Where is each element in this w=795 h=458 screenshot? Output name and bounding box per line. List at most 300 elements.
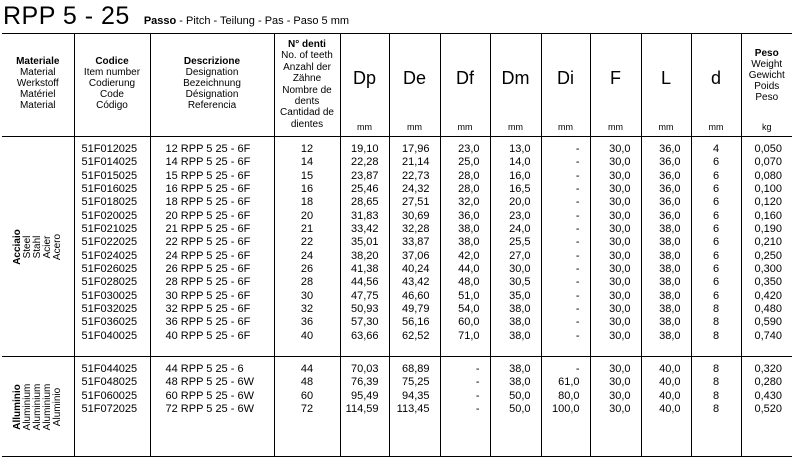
material-name: Acciaio [11, 228, 23, 265]
cell-di: - [575, 223, 580, 236]
cell-f: 30,0 [609, 403, 631, 416]
header-unit: mm [608, 122, 623, 132]
cell-di: 80,0 [558, 389, 580, 402]
cell-f: 30,0 [609, 376, 631, 389]
cell-peso: 0,250 [754, 249, 782, 262]
cell-di: - [575, 196, 580, 209]
cell-df: 71,0 [458, 329, 480, 342]
cell-dm: 50,0 [509, 403, 531, 416]
cell-descrizione: 44 RPP 5 25 - 6 [165, 363, 244, 375]
cell-denti: 60 [300, 389, 314, 402]
cell-l: 40,0 [659, 403, 681, 416]
cell-dp: 47,75 [350, 289, 379, 302]
cell-di: - [575, 363, 580, 375]
material-name: Aluminium [41, 383, 53, 430]
column-d [691, 357, 741, 457]
cell-d: 6 [712, 249, 720, 262]
cell-descrizione: 26 RPP 5 25 - 6F [165, 263, 251, 276]
cell-df: 42,0 [458, 249, 480, 262]
material-label [13, 383, 63, 430]
cell-di: - [575, 236, 580, 249]
cell-denti: 40 [300, 329, 314, 342]
header-unit: kg [761, 122, 772, 132]
column-dp [340, 357, 389, 457]
cell-f: 30,0 [609, 363, 631, 375]
header-text: Peso [754, 48, 779, 59]
cell-f: 30,0 [609, 196, 631, 209]
cell-dp: 38,20 [350, 249, 379, 262]
cell-l: 38,0 [659, 276, 681, 289]
cell-di: - [575, 143, 580, 155]
header-text: Désignation [185, 89, 239, 100]
header-text: Zähne [292, 73, 322, 85]
cell-d: 8 [712, 363, 720, 375]
cell-peso: 0,350 [754, 276, 782, 289]
cell-d: 8 [712, 316, 720, 329]
cell-peso: 0,300 [754, 263, 782, 276]
column-f [590, 137, 641, 357]
cell-d: 6 [712, 169, 720, 182]
cell-dm: 38,0 [509, 316, 531, 329]
cell-df: 28,0 [458, 169, 480, 182]
cell-dp: 23,87 [350, 169, 379, 182]
cell-d: 6 [712, 183, 720, 196]
header-text: Weight [751, 59, 783, 70]
header-text: Peso [755, 92, 779, 103]
header-unit: mm [708, 122, 724, 132]
cell-descrizione: 36 RPP 5 25 - 6F [165, 316, 251, 329]
cell-codice: 51F016025 [81, 183, 138, 196]
cell-dp: 95,49 [350, 389, 379, 402]
column-d [691, 137, 741, 357]
header-dp [340, 34, 389, 137]
cell-df: 51,0 [458, 289, 480, 302]
header-text: Gewicht [748, 70, 785, 81]
cell-f: 30,0 [609, 236, 631, 249]
cell-de: 40,24 [401, 263, 430, 276]
column-df [440, 357, 490, 457]
cell-descrizione: 22 RPP 5 25 - 6F [165, 236, 251, 249]
cell-di: - [575, 209, 580, 222]
cell-d: 6 [712, 209, 720, 222]
cell-codice: 51F012025 [81, 143, 138, 155]
cell-dp: 70,03 [350, 363, 379, 375]
cell-denti: 36 [300, 316, 314, 329]
header-denti [274, 34, 340, 137]
cell-d: 6 [712, 263, 720, 276]
cell-de: 94,35 [401, 389, 430, 402]
cell-descrizione: 15 RPP 5 25 - 6F [165, 169, 251, 182]
header-unit: mm [407, 122, 422, 132]
column-descrizione [150, 357, 274, 457]
cell-di: - [575, 303, 580, 316]
cell-f: 30,0 [609, 223, 631, 236]
header-text: Descrizione [183, 56, 241, 67]
cell-codice: 51F015025 [81, 169, 138, 182]
cell-d: 8 [712, 389, 720, 402]
column-dp [340, 137, 389, 357]
cell-dp: 19,10 [350, 143, 379, 155]
title-main: RPP 5 - 25 [3, 2, 130, 30]
column-descrizione [150, 137, 274, 357]
header-text: Designation [185, 67, 239, 78]
cell-dm: 35,0 [509, 289, 531, 302]
header-text: Material [19, 100, 56, 111]
cell-l: 38,0 [659, 316, 681, 329]
group-steel [2, 137, 792, 357]
cell-df: - [475, 363, 480, 375]
cell-l: 36,0 [659, 209, 681, 222]
cell-codice: 51F028025 [81, 276, 138, 289]
cell-df: - [475, 376, 480, 389]
material-name: Aluminio [51, 387, 63, 426]
cell-denti: 15 [300, 169, 314, 182]
cell-descrizione: 18 RPP 5 25 - 6F [165, 196, 251, 209]
cell-peso: 0,480 [754, 303, 782, 316]
cell-denti: 28 [300, 276, 314, 289]
material-name: Aluminium [31, 383, 43, 430]
cell-codice: 51F040025 [81, 329, 138, 342]
header-text: Code [100, 89, 124, 100]
cell-dm: 27,0 [509, 249, 531, 262]
header-text: Material [19, 67, 56, 78]
column-codice [74, 137, 150, 357]
cell-dp: 50,93 [350, 303, 379, 316]
cell-l: 38,0 [659, 289, 681, 302]
material-name: Aluminium [21, 383, 33, 430]
material-name: Acier [41, 235, 53, 258]
header-symbol: L [660, 68, 671, 88]
cell-de: 30,69 [401, 209, 430, 222]
header-descrizione [150, 34, 274, 137]
cell-f: 30,0 [609, 249, 631, 262]
column-denti [274, 137, 340, 357]
header-df [440, 34, 490, 137]
cell-descrizione: 28 RPP 5 25 - 6F [165, 276, 251, 289]
cell-f: 30,0 [609, 156, 631, 169]
cell-descrizione: 40 RPP 5 25 - 6F [165, 329, 251, 342]
cell-denti: 30 [300, 289, 314, 302]
header-text: Referencia [187, 100, 237, 111]
cell-d: 6 [712, 196, 720, 209]
header-unit: mm [658, 122, 674, 132]
cell-dm: 20,0 [509, 196, 531, 209]
cell-denti: 72 [300, 403, 314, 416]
cell-codice: 51F014025 [81, 156, 138, 169]
cell-l: 36,0 [659, 183, 681, 196]
cell-l: 40,0 [659, 363, 681, 375]
cell-descrizione: 16 RPP 5 25 - 6F [165, 183, 251, 196]
cell-dm: 30,5 [509, 276, 531, 289]
cell-df: 38,0 [458, 236, 480, 249]
cell-di: - [575, 169, 580, 182]
cell-codice: 51F022025 [81, 236, 138, 249]
header-text: Poids [754, 81, 780, 92]
cell-l: 38,0 [659, 329, 681, 342]
cell-de: 56,16 [401, 316, 430, 329]
header-materiale [2, 34, 74, 137]
cell-dm: 38,0 [509, 376, 531, 389]
cell-de: 49,79 [401, 303, 430, 316]
cell-l: 40,0 [659, 389, 681, 402]
cell-f: 30,0 [609, 209, 631, 222]
cell-codice: 51F044025 [81, 363, 138, 375]
header-text: Bezeichnung [183, 78, 241, 89]
cell-denti: 44 [300, 363, 314, 375]
cell-codice: 51F021025 [81, 223, 138, 236]
material-name: Alluminio [11, 383, 23, 430]
cell-peso: 0,120 [754, 196, 782, 209]
cell-descrizione: 14 RPP 5 25 - 6F [165, 156, 251, 169]
header-text: Matériel [19, 89, 56, 100]
cell-f: 30,0 [609, 316, 631, 329]
header-symbol: Dp [352, 68, 376, 88]
cell-descrizione: 72 RPP 5 25 - 6W [165, 403, 254, 416]
cell-de: 27,51 [401, 196, 430, 209]
cell-codice: 51F060025 [81, 389, 138, 402]
cell-codice: 51F024025 [81, 249, 138, 262]
cell-denti: 26 [300, 263, 314, 276]
cell-dm: 38,0 [509, 363, 531, 375]
cell-d: 8 [712, 403, 720, 416]
cell-peso: 0,520 [754, 403, 782, 416]
cell-descrizione: 48 RPP 5 25 - 6W [165, 376, 254, 389]
cell-di: - [575, 263, 580, 276]
cell-d: 8 [712, 376, 720, 389]
spec-table [2, 33, 792, 457]
cell-peso: 0,280 [754, 376, 782, 389]
cell-dp: 76,39 [350, 376, 379, 389]
cell-peso: 0,160 [754, 209, 782, 222]
cell-d: 6 [712, 223, 720, 236]
title-sub-rest: - Pitch - Teilung - Pas - Paso 5 mm [176, 15, 350, 27]
cell-df: - [475, 389, 480, 402]
cell-l: 36,0 [659, 169, 681, 182]
header-de [389, 34, 440, 137]
cell-denti: 32 [300, 303, 314, 316]
header-text: Werkstoff [16, 78, 59, 89]
cell-f: 30,0 [609, 143, 631, 155]
cell-codice: 51F032025 [81, 303, 138, 316]
cell-di: - [575, 329, 580, 342]
cell-de: 22,73 [401, 169, 430, 182]
cell-df: 23,0 [458, 143, 480, 155]
cell-dp: 33,42 [350, 223, 379, 236]
cell-dm: 16,5 [509, 183, 531, 196]
cell-descrizione: 20 RPP 5 25 - 6F [165, 209, 251, 222]
column-codice [74, 357, 150, 457]
header-text: No. of teeth [281, 50, 333, 62]
cell-descrizione: 12 RPP 5 25 - 6F [165, 143, 251, 155]
column-dm [490, 357, 541, 457]
cell-de: 113,45 [396, 403, 430, 416]
cell-dm: 25,5 [509, 236, 531, 249]
cell-df: 54,0 [458, 303, 480, 316]
cell-de: 21,14 [401, 156, 430, 169]
cell-peso: 0,070 [754, 156, 782, 169]
cell-de: 24,32 [401, 183, 430, 196]
cell-de: 75,25 [401, 376, 430, 389]
cell-peso: 0,320 [754, 363, 782, 375]
cell-dp: 114,59 [345, 403, 379, 416]
cell-df: 32,0 [458, 196, 480, 209]
header-peso [741, 34, 792, 137]
cell-de: 17,96 [401, 143, 430, 155]
cell-f: 30,0 [609, 389, 631, 402]
cell-di: 100,0 [551, 403, 580, 416]
cell-de: 37,06 [401, 249, 430, 262]
column-f [590, 357, 641, 457]
cell-peso: 0,190 [754, 223, 782, 236]
header-text: Anzahl der [283, 61, 331, 73]
column-l [641, 357, 691, 457]
cell-d: 8 [712, 303, 720, 316]
header-symbol: De [402, 68, 426, 88]
cell-f: 30,0 [609, 276, 631, 289]
cell-d: 4 [712, 143, 720, 155]
cell-f: 30,0 [609, 329, 631, 342]
cell-codice: 51F036025 [81, 316, 138, 329]
cell-peso: 0,430 [754, 389, 782, 402]
cell-df: 38,0 [458, 223, 480, 236]
header-di [541, 34, 590, 137]
header-dm [490, 34, 541, 137]
cell-l: 40,0 [659, 376, 681, 389]
column-l [641, 137, 691, 357]
header-symbol: F [610, 68, 621, 88]
cell-l: 38,0 [659, 223, 681, 236]
cell-l: 38,0 [659, 249, 681, 262]
cell-peso: 0,100 [754, 183, 782, 196]
cell-denti: 21 [300, 223, 314, 236]
cell-dm: 50,0 [509, 389, 531, 402]
cell-d: 8 [712, 329, 720, 342]
cell-peso: 0,590 [754, 316, 782, 329]
cell-dm: 38,0 [509, 329, 531, 342]
cell-df: - [475, 403, 480, 416]
cell-dp: 22,28 [350, 156, 379, 169]
cell-de: 46,60 [401, 289, 430, 302]
header-symbol: Dm [501, 68, 530, 88]
cell-dm: 24,0 [509, 223, 531, 236]
cell-di: - [575, 249, 580, 262]
cell-df: 28,0 [458, 183, 480, 196]
cell-df: 60,0 [458, 316, 480, 329]
cell-denti: 24 [300, 249, 314, 262]
cell-dm: 38,0 [509, 303, 531, 316]
cell-df: 44,0 [458, 263, 480, 276]
cell-dp: 63,66 [350, 329, 379, 342]
cell-l: 36,0 [659, 196, 681, 209]
cell-di: - [575, 183, 580, 196]
cell-d: 6 [712, 289, 720, 302]
cell-l: 36,0 [659, 156, 681, 169]
column-df [440, 137, 490, 357]
header-d [691, 34, 741, 137]
column-di [541, 137, 590, 357]
cell-peso: 0,050 [754, 143, 782, 155]
cell-denti: 12 [300, 143, 314, 155]
cell-de: 43,42 [401, 276, 430, 289]
column-de [389, 137, 440, 357]
cell-denti: 16 [300, 183, 314, 196]
cell-dp: 41,38 [350, 263, 379, 276]
cell-peso: 0,080 [754, 169, 782, 182]
cell-f: 30,0 [609, 263, 631, 276]
cell-l: 36,0 [659, 143, 681, 155]
cell-denti: 22 [300, 236, 314, 249]
header-symbol: Di [557, 68, 574, 88]
column-de [389, 357, 440, 457]
page-title [3, 2, 349, 30]
header-symbol: Df [456, 68, 474, 88]
cell-peso: 0,210 [754, 236, 782, 249]
cell-dp: 25,46 [350, 183, 379, 196]
cell-de: 32,28 [401, 223, 430, 236]
cell-dp: 57,30 [350, 316, 379, 329]
header-l [641, 34, 691, 137]
header-f [590, 34, 641, 137]
cell-descrizione: 60 RPP 5 25 - 6W [165, 389, 254, 402]
cell-f: 30,0 [609, 169, 631, 182]
cell-d: 6 [712, 156, 720, 169]
cell-dm: 16,0 [509, 169, 531, 182]
cell-codice: 51F030025 [81, 289, 138, 302]
header-symbol: d [710, 68, 721, 88]
cell-de: 33,87 [401, 236, 430, 249]
cell-dm: 14,0 [509, 156, 531, 169]
cell-peso: 0,740 [754, 329, 782, 342]
header-text: Codice [95, 56, 129, 67]
cell-codice: 51F026025 [81, 263, 138, 276]
cell-f: 30,0 [609, 303, 631, 316]
group-aluminium [2, 357, 792, 457]
cell-descrizione: 21 RPP 5 25 - 6F [165, 223, 251, 236]
header-row [2, 34, 792, 137]
cell-peso: 0,420 [754, 289, 782, 302]
cell-di: - [575, 156, 580, 169]
header-codice [74, 34, 150, 137]
cell-l: 38,0 [659, 263, 681, 276]
cell-denti: 20 [300, 209, 314, 222]
cell-f: 30,0 [609, 183, 631, 196]
header-unit: mm [357, 122, 372, 132]
cell-df: 36,0 [458, 209, 480, 222]
header-text: Materiale [16, 56, 60, 67]
header-text: N° denti [288, 39, 326, 50]
cell-d: 6 [712, 236, 720, 249]
header-text: dents [294, 96, 320, 108]
cell-de: 68,89 [401, 363, 430, 375]
cell-dp: 28,65 [350, 196, 379, 209]
cell-codice: 51F072025 [81, 403, 138, 416]
column-di [541, 357, 590, 457]
cell-dp: 31,83 [350, 209, 379, 222]
header-text: Codierung [88, 78, 136, 89]
material-name: Acero [51, 233, 63, 260]
material-name: Stahl [31, 235, 43, 258]
cell-dm: 30,0 [509, 263, 531, 276]
header-text: Item number [83, 67, 141, 78]
material-label [13, 229, 63, 265]
cell-denti: 18 [300, 196, 314, 209]
column-peso [741, 357, 792, 457]
header-text: dientes [290, 118, 324, 130]
cell-di: - [575, 289, 580, 302]
cell-dp: 35,01 [350, 236, 379, 249]
cell-dp: 44,56 [350, 276, 379, 289]
material-cell [2, 137, 74, 357]
